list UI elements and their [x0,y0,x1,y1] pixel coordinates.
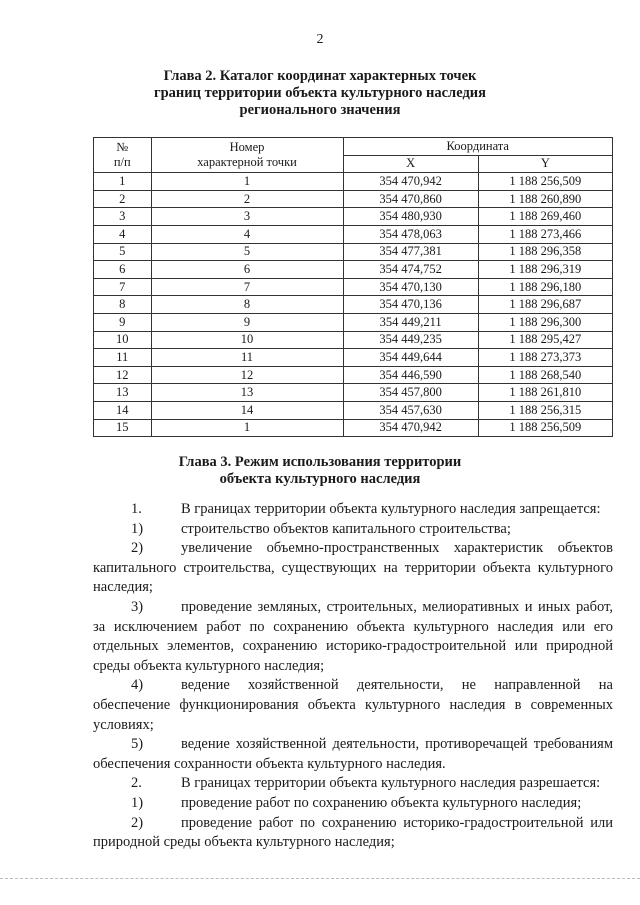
row-number-cell: 7 [94,278,152,296]
row-number-cell: 14 [94,401,152,419]
list-item: 1) проведение работ по сохранению объекта культурного наследия; [131,794,582,811]
x-coordinate-cell: 354 470,860 [343,190,478,208]
table-row [94,401,613,419]
list-item: 5) ведение хозяйственной деятельности, противоречащей требованиям обеспечения сохранности объекта культурного наследия. [93,736,613,772]
y-coordinate-cell: 1 188 260,890 [478,190,612,208]
point-number-cell: 4 [151,225,343,243]
table-row [94,313,613,331]
list-item: 3) проведение земляных, строительных, мелиоративных и иных работ, за исключением работ по сохранению объекта культурного наследия или его отдельных элементов, сохранению историко-градостроительной или природной среды объекта культурного наследия; [93,598,613,674]
row-number-cell: 12 [94,366,152,384]
point-number-cell: 9 [151,313,343,331]
table-row [94,296,613,314]
row-number-cell: 13 [94,384,152,402]
point-number-cell: 2 [151,190,343,208]
chapter-3-title-line: Глава 3. Режим использования территории [178,454,462,470]
chapter-3-heading [60,454,580,488]
page-bottom-dashes [0,878,640,880]
row-number-cell: 8 [94,296,152,314]
point-number-cell: 14 [151,401,343,419]
y-coordinate-cell: 1 188 273,466 [478,225,612,243]
chapter-3-title-line: объекта культурного наследия [219,471,421,487]
row-number-cell: 6 [94,261,152,279]
page-number: 2 [316,32,324,47]
row-number-cell: 4 [94,225,152,243]
row-number-cell: 9 [94,313,152,331]
table-row [94,190,613,208]
y-coordinate-cell: 1 188 256,509 [478,419,612,437]
row-number-cell: 1 [94,173,152,191]
x-coordinate-cell: 354 477,381 [343,243,478,261]
list-item: 2) проведение работ по сохранению историко-градостроительной или природной среды объекта культурного наследия; [93,814,613,851]
table-row [94,208,613,226]
list-item: 1. В границах территории объекта культурного наследия запрещается: [131,501,601,517]
header-x: X [343,155,478,173]
x-coordinate-cell: 354 449,211 [343,313,478,331]
point-number-cell: 1 [151,173,343,191]
x-coordinate-cell: 354 446,590 [343,366,478,384]
table-row [94,384,613,402]
x-coordinate-cell: 354 480,930 [343,208,478,226]
y-coordinate-cell: 1 188 256,315 [478,401,612,419]
table-row [94,278,613,296]
header-y: Y [478,155,612,173]
list-item: 1) строительство объектов капитального строительства; [131,520,511,537]
point-number-cell: 6 [151,261,343,279]
table-row [94,225,613,243]
row-number-cell: 15 [94,419,152,437]
point-number-cell: 10 [151,331,343,349]
point-number-cell: 3 [151,208,343,226]
list-item: 4) ведение хозяйственной деятельности, не направленной на обеспечение функционирования объекта культурного наследия в современных условиях; [93,677,613,733]
point-number-cell: 5 [151,243,343,261]
header-coordinate-group: Координата [343,138,613,156]
y-coordinate-cell: 1 188 296,300 [478,313,612,331]
table-row [94,173,613,191]
header-row-number: № п/п [94,138,152,173]
row-number-cell: 5 [94,243,152,261]
x-coordinate-cell: 354 470,942 [343,419,478,437]
coordinates-table [93,137,613,437]
x-coordinate-cell: 354 470,942 [343,173,478,191]
x-coordinate-cell: 354 449,235 [343,331,478,349]
y-coordinate-cell: 1 188 296,180 [478,278,612,296]
y-coordinate-cell: 1 188 296,358 [478,243,612,261]
chapter-2-title-line: границ территории объекта культурного наследия [154,85,486,101]
row-number-cell: 11 [94,349,152,367]
header-point-number: Номер характерной точки [151,138,343,173]
y-coordinate-cell: 1 188 268,540 [478,366,612,384]
point-number-cell: 11 [151,349,343,367]
chapter-2-title-line: регионального значения [239,102,401,118]
x-coordinate-cell: 354 470,130 [343,278,478,296]
chapter-3-body [93,500,613,853]
x-coordinate-cell: 354 449,644 [343,349,478,367]
table-row [94,243,613,261]
y-coordinate-cell: 1 188 273,373 [478,349,612,367]
row-number-cell: 3 [94,208,152,226]
point-number-cell: 7 [151,278,343,296]
point-number-cell: 8 [151,296,343,314]
x-coordinate-cell: 354 470,136 [343,296,478,314]
x-coordinate-cell: 354 478,063 [343,225,478,243]
table-row [94,366,613,384]
row-number-cell: 2 [94,190,152,208]
row-number-cell: 10 [94,331,152,349]
point-number-cell: 1 [151,419,343,437]
x-coordinate-cell: 354 457,800 [343,384,478,402]
list-item: 2) увеличение объемно-пространственных характеристик объектов капитального строительства, существующих на территории объекта культурного наследия; [93,540,613,596]
y-coordinate-cell: 1 188 296,687 [478,296,612,314]
y-coordinate-cell: 1 188 256,509 [478,173,612,191]
point-number-cell: 13 [151,384,343,402]
list-item: 2. В границах территории объекта культурного наследия разрешается: [131,775,601,792]
y-coordinate-cell: 1 188 261,810 [478,384,612,402]
y-coordinate-cell: 1 188 296,319 [478,261,612,279]
table-row [94,349,613,367]
point-number-cell: 12 [151,366,343,384]
y-coordinate-cell: 1 188 295,427 [478,331,612,349]
table-row [94,419,613,437]
table-row [94,261,613,279]
table-row [94,331,613,349]
chapter-2-title-line: Глава 2. Каталог координат характерных точек [163,68,477,84]
chapter-2-heading [60,68,580,119]
x-coordinate-cell: 354 457,630 [343,401,478,419]
x-coordinate-cell: 354 474,752 [343,261,478,279]
y-coordinate-cell: 1 188 269,460 [478,208,612,226]
